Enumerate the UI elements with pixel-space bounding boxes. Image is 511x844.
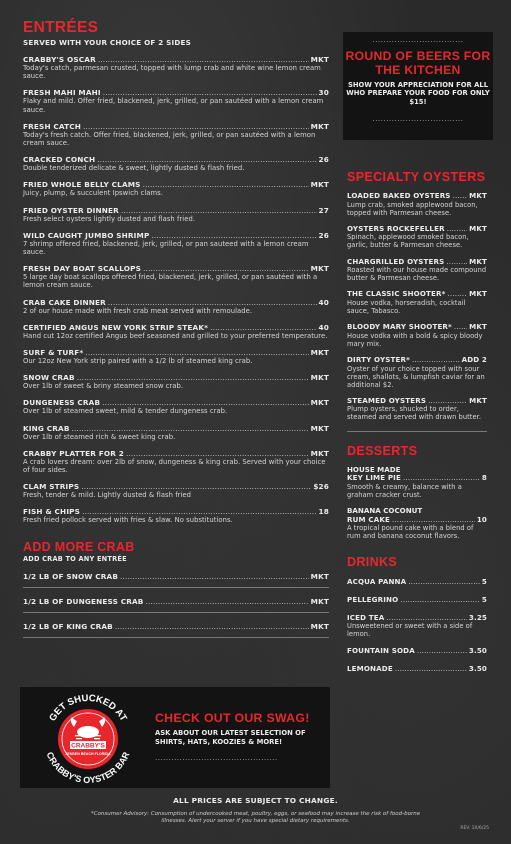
menu-item-row: [23, 373, 329, 382]
menu-item-name: FRESH CATCH: [23, 121, 82, 131]
menu-item-description: Fresh fried pollock served with fries & slaw. No substitutions.: [23, 516, 233, 525]
menu-item-name: BLOODY MARY SHOOTER*: [347, 322, 452, 332]
menu-item-row: [347, 474, 487, 483]
dot-leader: [392, 516, 475, 525]
menu-item-name-line: BANANA COCONUT: [347, 505, 423, 515]
menu-item-name: FISH & CHIPS: [23, 507, 81, 517]
menu-item-price: 3.50: [468, 663, 487, 673]
dot-leader: [82, 507, 316, 516]
drink-item: [347, 596, 487, 605]
entree-item: [23, 180, 329, 197]
dot-leader: [121, 206, 317, 215]
dot-leader: [81, 482, 311, 491]
add-crab-list: [23, 572, 329, 638]
dot-leader: [115, 622, 309, 631]
entree-item: [23, 323, 329, 340]
logo-top-text: GET SHUCKED AT: [47, 692, 129, 724]
entree-list: [23, 55, 329, 525]
menu-item-name: DIRTY OYSTER*: [347, 354, 410, 364]
menu-item-price: 5: [481, 577, 487, 587]
menu-item-row: [23, 482, 329, 491]
entree-item: [23, 55, 329, 80]
menu-item-row: [23, 180, 329, 189]
dot-leader: [417, 647, 467, 656]
desserts-title: DESSERTS: [347, 443, 418, 458]
menu-item-price: 18: [318, 507, 329, 517]
menu-item-name: FRIED OYSTER DINNER: [23, 205, 119, 215]
menu-item-row: [347, 516, 487, 525]
oyster-item: [347, 356, 487, 389]
dot-leader: [108, 298, 317, 307]
menu-item-price: MKT: [310, 348, 329, 358]
menu-item-name: DUNGENESS CRAB: [23, 398, 101, 408]
menu-item-name: 1/2 LB OF KING CRAB: [23, 621, 113, 631]
menu-item-description: Fresh, tender & mild. Lightly dusted & flash fried: [23, 491, 192, 500]
dot-leader: [412, 356, 460, 365]
menu-item-price: 40: [318, 297, 329, 307]
menu-item-description: A tropical pound cake with a blend of rum and banana coconut flavors.: [347, 524, 474, 541]
menu-item-price: 26: [318, 155, 329, 165]
logo-seal: [58, 709, 118, 769]
desserts-section: [347, 444, 487, 541]
prices-notice: ALL PRICES ARE SUBJECT TO CHANGE.: [173, 796, 338, 805]
dot-leader: [143, 180, 309, 189]
swag-title: CHECK OUT OUR SWAG!: [155, 711, 310, 725]
menu-item-row: [347, 225, 487, 234]
menu-item-price: 40: [318, 322, 329, 332]
drinks-title: DRINKS: [347, 555, 398, 570]
oysters-section: [347, 170, 487, 432]
menu-item-price: MKT: [469, 256, 487, 266]
add-crab-item: [23, 597, 329, 606]
menu-item-row: [23, 323, 329, 332]
dessert-list: [347, 466, 487, 541]
logo-location-text: JENSEN BEACH FLORIDA: [65, 752, 111, 756]
oyster-item: [347, 290, 487, 315]
menu-item-price: MKT: [310, 571, 329, 581]
dot-leader: [447, 225, 467, 234]
menu-item-price: MKT: [310, 55, 329, 64]
menu-item-row: [23, 424, 329, 433]
menu-item-name: 1/2 LB OF SNOW CRAB: [23, 571, 119, 581]
add-crab-divider: [23, 587, 329, 588]
menu-item-row: [23, 264, 329, 273]
menu-item-row: [23, 298, 329, 307]
beers-divider-top: .................................: [372, 36, 464, 44]
beers-text: SHOW YOUR APPRECIATION FOR ALL WHO PREPARE YOUR FOOD FOR ONLY $15!: [346, 81, 490, 106]
dot-leader: [83, 122, 309, 131]
menu-item-description: A crab lovers dream: over 2lb of snow, dungeness & king crab. Served with your choice of four sides.: [23, 457, 326, 475]
oyster-item: [347, 323, 487, 348]
menu-item-name: CRAB CAKE DINNER: [23, 297, 106, 307]
menu-item-price: 3.25: [468, 612, 487, 622]
menu-item-price: MKT: [469, 395, 487, 405]
oysters-divider: [347, 431, 487, 432]
menu-item-name: FRIED WHOLE BELLY CLAMS: [23, 180, 141, 190]
menu-item-description: House vodka, horseradish, cocktail sauce, Tabasco.: [347, 298, 466, 316]
entrees-title: ENTRÉES: [23, 19, 99, 36]
dot-leader: [454, 323, 467, 332]
menu-item-row: [23, 507, 329, 516]
dot-leader: [85, 348, 308, 357]
dot-leader: [98, 55, 309, 64]
add-crab-item: [23, 572, 329, 581]
entree-item: [23, 424, 329, 441]
oyster-item: [347, 225, 487, 250]
menu-item-price: MKT: [310, 621, 329, 631]
menu-item-name: CLAM STRIPS: [23, 482, 80, 492]
menu-item-row: [23, 449, 329, 458]
entree-item: [23, 264, 329, 289]
menu-item-price: MKT: [310, 398, 329, 408]
menu-item-name: FRESH MAHI MAHI: [23, 88, 101, 98]
menu-item-row: [23, 348, 329, 357]
dot-leader: [446, 258, 467, 267]
menu-item-name-line: HOUSE MADE: [347, 464, 401, 474]
menu-item-price: 26: [318, 230, 329, 240]
dot-leader: [72, 424, 309, 433]
swag-text-block: [155, 711, 325, 762]
menu-item-price: MKT: [469, 223, 487, 233]
menu-item-name: STEAMED OYSTERS: [347, 395, 427, 405]
dot-leader: [103, 88, 317, 97]
menu-item-name: RUM CAKE: [347, 514, 390, 524]
menu-item-description: Today's catch, parmesan crusted, topped with lump crab and white wine lemon cream sauce.: [23, 64, 321, 81]
swag-divider: .............................................: [155, 754, 278, 762]
entree-item: [23, 206, 329, 223]
menu-item-price: MKT: [469, 322, 487, 332]
menu-item-description: Fresh select oysters lightly dusted and flash fried.: [23, 214, 196, 223]
dot-leader: [408, 578, 480, 587]
menu-item-row: [23, 206, 329, 215]
menu-item-name: SURF & TURF*: [23, 348, 84, 358]
oyster-item: [347, 258, 487, 283]
menu-item-row: [347, 192, 487, 201]
menu-item-description: Plump oysters, shucked to order, steamed and served with drawn butter.: [347, 405, 482, 422]
dot-leader: [453, 192, 468, 201]
menu-item-price: 3.50: [468, 646, 487, 656]
menu-item-name: ACQUA PANNA: [347, 577, 407, 587]
add-crab-section: [23, 540, 329, 638]
menu-item-name: FOUNTAIN SODA: [347, 646, 415, 656]
entree-item: [23, 155, 329, 172]
add-crab-subtitle: ADD CRAB TO ANY ENTRÉE: [23, 554, 127, 563]
menu-item-name: KING CRAB: [23, 423, 70, 433]
menu-item-name: LOADED BAKED OYSTERS: [347, 191, 451, 200]
menu-item-description: Double tenderized delicate & sweet, lightly dusted & flash fried.: [23, 164, 245, 173]
oyster-item: [347, 397, 487, 422]
dot-leader: [143, 264, 309, 273]
menu-item-row: [347, 665, 487, 674]
right-column: [347, 170, 487, 673]
revision-date: REV. 10/6/25: [460, 826, 489, 831]
beers-title: ROUND OF BEERS FOR THE KITCHEN: [345, 49, 491, 77]
menu-item-price: MKT: [310, 448, 329, 458]
menu-item-description: 7 shrimp offered fried, blackened, jerk, grilled, or pan sauteed with a lemon cream sauce.: [23, 239, 309, 257]
dot-leader: [210, 323, 316, 332]
menu-item-price: MKT: [469, 289, 487, 299]
menu-item-price: 27: [318, 205, 329, 215]
menu-item-description: Over 1lb of steamed sweet, mild & tender dungeness crab.: [23, 407, 228, 416]
oysters-title: SPECIALTY OYSTERS: [347, 170, 486, 184]
entree-item: [23, 398, 329, 415]
menu-item-description: Juicy, plump, & succulent Ipswich clams.: [23, 189, 163, 198]
dot-leader: [77, 373, 309, 382]
menu-item-row: [23, 155, 329, 164]
menu-item-description: Today's fresh catch. Offer fried, blackened, jerk, grilled, or pan sautéed with a lemon cream sauce.: [23, 130, 316, 148]
menu-item-description: 5 large day boat scallops offered fried, blackened, jerk, grilled, or pan sautéed with a lemon cream sauce.: [23, 273, 318, 290]
entree-item: [23, 88, 329, 113]
menu-item-row: [23, 231, 329, 240]
dot-leader: [146, 597, 309, 606]
menu-item-description: Flaky and mild. Offer fried, blackened, jerk, grilled, or pan sautéed with a lemon cream sauce.: [23, 97, 324, 114]
add-crab-title: ADD MORE CRAB: [23, 539, 135, 554]
menu-item-name: SNOW CRAB: [23, 373, 75, 383]
menu-item-description: Roasted with our house made compound butter & Parmesan cheese.: [347, 266, 487, 283]
entree-item: [23, 298, 329, 315]
oyster-item: [347, 192, 487, 217]
drink-item: [347, 647, 487, 656]
dot-leader: [120, 572, 309, 581]
drink-list: [347, 578, 487, 673]
menu-item-name: CHARGRILLED OYSTERS: [347, 256, 445, 266]
dot-leader: [448, 290, 468, 299]
dot-leader: [428, 397, 467, 406]
entrees-section: [23, 19, 329, 638]
menu-item-description: Over 1lb of sweet & briny steamed snow crab.: [23, 382, 184, 391]
menu-item-row: [23, 398, 329, 407]
dot-leader: [97, 155, 316, 164]
entree-item: [23, 482, 329, 499]
menu-item-description: Lump crab, smoked applewood bacon, topped with Parmesan cheese.: [347, 200, 478, 217]
menu-item-name: CRABBY'S OSCAR: [23, 55, 96, 64]
drink-item: [347, 614, 487, 639]
menu-item-name: ICED TEA: [347, 612, 385, 622]
menu-item-name: CRABBY PLATTER FOR 2: [23, 448, 124, 458]
menu-item-row: [23, 572, 329, 581]
menu-item-price: 5: [481, 594, 487, 604]
menu-item-name: THE CLASSIC SHOOTER*: [347, 289, 446, 299]
menu-item-price: 10: [476, 514, 487, 524]
logo-center-text: CRABBY'S: [71, 742, 105, 750]
dot-leader: [126, 449, 309, 458]
menu-item-description: 2 of our house made with fresh crab meat served with remoulade.: [23, 306, 253, 315]
menu-item-price: MKT: [310, 423, 329, 433]
menu-item-row: [347, 290, 487, 299]
menu-item-description: Unsweetened or sweet with a side of lemon.: [347, 622, 473, 639]
swag-text: ASK ABOUT OUR LATEST SELECTION OF SHIRTS, HATS, KOOZIES & MORE!: [155, 729, 306, 746]
add-crab-divider: [23, 612, 329, 613]
menu-item-price: MKT: [310, 596, 329, 606]
drink-item: [347, 665, 487, 674]
menu-item-row: [347, 258, 487, 267]
beers-panel: [343, 32, 493, 140]
menu-item-row: [23, 122, 329, 131]
menu-item-row: [23, 597, 329, 606]
dot-leader: [395, 665, 467, 674]
swag-panel: [20, 687, 330, 788]
menu-item-name: KEY LIME PIE: [347, 473, 401, 483]
menu-item-row: [347, 596, 487, 605]
menu-item-price: $26: [313, 482, 329, 492]
dot-leader: [386, 614, 466, 623]
dot-leader: [102, 398, 308, 407]
entrees-subtitle: SERVED WITH YOUR CHOICE OF 2 SIDES: [23, 38, 192, 47]
dessert-item: [347, 466, 487, 499]
menu-item-name: OYSTERS ROCKEFELLER: [347, 223, 445, 233]
entree-item: [23, 348, 329, 365]
menu-item-price: MKT: [469, 191, 487, 200]
menu-item-description: Spinach, applewood smoked bacon, garlic, butter & Parmesan cheese.: [347, 233, 469, 250]
dot-leader: [400, 596, 480, 605]
menu-item-description: Hand cut 12oz certified Angus beef seasoned and grilled to your preferred temperature.: [23, 331, 328, 340]
drinks-section: [347, 555, 487, 673]
menu-item-name: WILD CAUGHT JUMBO SHRIMP: [23, 230, 150, 240]
menu-item-row: [347, 397, 487, 406]
menu-item-price: MKT: [310, 373, 329, 383]
menu-item-description: House vodka with a bold & spicy bloody mary mix.: [347, 331, 483, 348]
drink-item: [347, 578, 487, 587]
menu-item-price: MKT: [310, 121, 329, 131]
menu-item-description: Over 1lb of steamed rich & sweet king crab.: [23, 432, 176, 441]
entree-item: [23, 449, 329, 474]
logo-bottom-text: CRABBY'S OYSTER BAR: [44, 750, 132, 786]
menu-item-row: [347, 356, 487, 365]
dot-leader: [151, 231, 316, 240]
menu-item-price: MKT: [310, 180, 329, 190]
menu-item-row: [23, 88, 329, 97]
menu-item-price: MKT: [310, 264, 329, 274]
entree-item: [23, 507, 329, 524]
entree-item: [23, 122, 329, 147]
menu-item-price: 30: [318, 88, 329, 98]
oyster-list: [347, 192, 487, 422]
add-crab-divider: [23, 637, 329, 638]
add-crab-item: [23, 622, 329, 631]
dot-leader: [403, 474, 480, 483]
menu-item-description: Oyster of your choice topped with sour cream, shallots, & lumpfish caviar for an additional $2.: [347, 364, 485, 389]
menu-item-name: LEMONADE: [347, 663, 393, 673]
beers-divider-bottom: .................................: [372, 115, 464, 124]
menu-item-row: [23, 622, 329, 631]
menu-item-name: PELLEGRINO: [347, 594, 399, 604]
consumer-advisory: *Consumer Advisory: Consumption of undercooked meat, poultry, eggs, or seafood may increase the risk of food-borne illnesses. Alert your server if you have special dietary requirements.: [90, 811, 421, 824]
menu-item-row: [23, 55, 329, 64]
dessert-item: [347, 507, 487, 540]
menu-item-price: 8: [481, 473, 487, 483]
menu-item-name: 1/2 LB OF DUNGENESS CRAB: [23, 596, 144, 606]
menu-item-description: Our 12oz New York strip paired with a 1/2 lb of steamed king crab.: [23, 357, 253, 366]
menu-item-description: Smooth & creamy, balance with a graham cracker crust.: [347, 482, 462, 499]
menu-item-name: FRESH DAY BOAT SCALLOPS: [23, 264, 142, 274]
entree-item: [23, 373, 329, 390]
menu-item-name: CERTIFIED ANGUS NEW YORK STRIP STEAK*: [23, 322, 209, 332]
footer: [0, 796, 511, 831]
menu-item-row: [347, 323, 487, 332]
menu-item-name: CRACKED CONCH: [23, 155, 96, 165]
menu-item-row: [347, 614, 487, 623]
menu-item-row: [347, 647, 487, 656]
crabbys-logo: [22, 687, 152, 788]
menu-item-price: ADD 2: [461, 354, 487, 364]
menu-item-row: [347, 578, 487, 587]
entree-item: [23, 231, 329, 256]
